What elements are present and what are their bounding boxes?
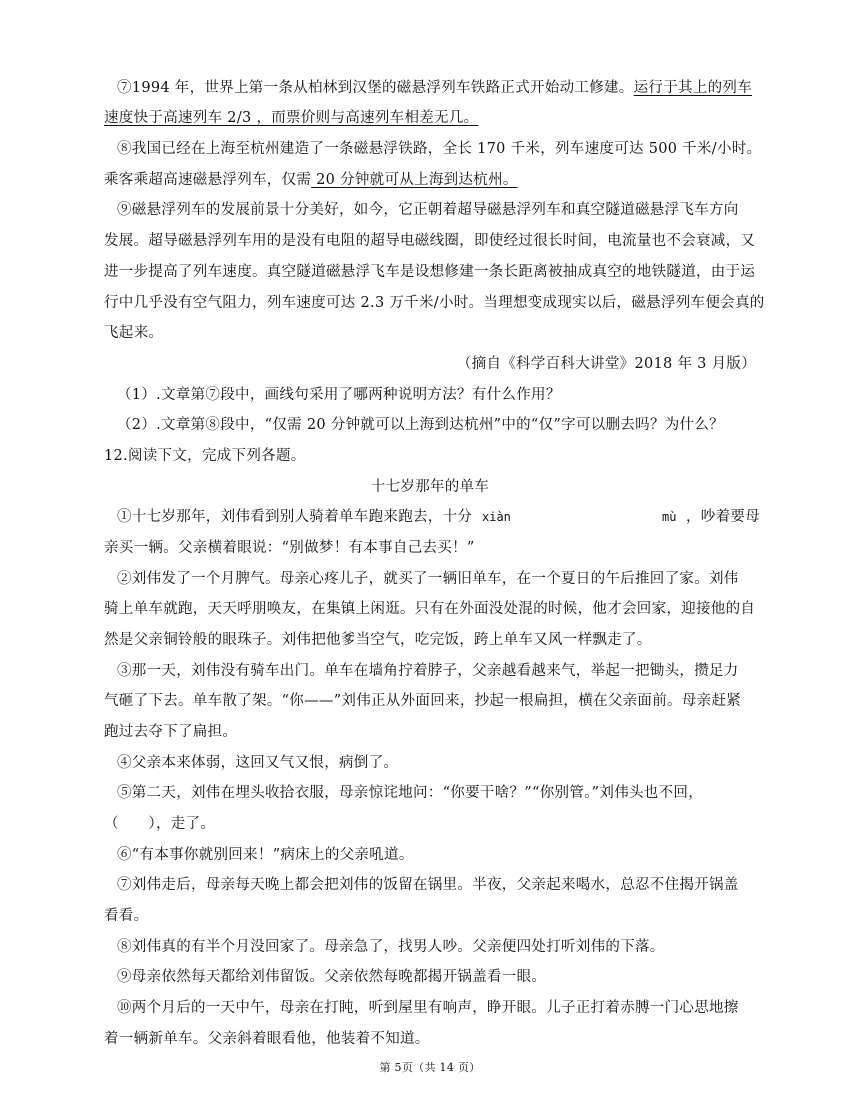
para-7-line-2 xyxy=(104,108,478,128)
story-para-1-line-1-end: ，吵着要母 xyxy=(686,509,760,525)
source-citation: （摘自《科学百科大讲堂》2018 年 3 月版） xyxy=(456,356,756,372)
story-para-2-line-3: 然是父亲铜铃般的眼珠子。刘伟把他爹当空气，吃完饭，跨上单车又风一样飘走了。 xyxy=(104,632,652,648)
story-para-3-line-2: 气砸了下去。单车散了架。“你——”刘伟正从外面回来，抄起一根扁担，横在父亲面前。母亲赶紧 xyxy=(104,693,742,709)
story-para-10-line-2: 着一辆新单车。父亲斜着眼看他，他装着不知道。 xyxy=(104,1031,430,1047)
story-para-7-line-2: 看看。 xyxy=(104,908,149,924)
pinyin-blank-1: xiàn xyxy=(482,510,511,524)
story-para-1-line-2: 亲买一辆。父亲横着眼说：“别做梦！有本事自己去买！” xyxy=(104,540,475,556)
story-title: 十七岁那年的单车 xyxy=(370,479,490,495)
para-9-line-5: 飞起来。 xyxy=(104,325,164,341)
story-para-10-line-1: ⑩两个月后的一天中午，母亲在打盹，听到屋里有响声，睁开眼。儿子正打着赤膊一门心思地擦 xyxy=(117,1000,739,1016)
question-12-heading: 12.阅读下文，完成下列各题。 xyxy=(104,448,306,464)
story-para-2-line-2: 骑上单车就跑，天天呼朋唤友，在集镇上闲逛。只有在外面没处混的时候，他才会回家，迎接他的自 xyxy=(104,601,756,617)
story-para-1-line-1: ①十七岁那年，刘伟看到别人骑着单车跑来跑去，十分 xyxy=(117,509,473,525)
story-para-7-line-1: ⑦刘伟走后，母亲每天晚上都会把刘伟的饭留在锅里。半夜，父亲起来喝水，总忍不住揭开锅盖 xyxy=(117,877,739,893)
story-para-8: ⑧刘伟真的有半个月没回家了。母亲急了，找男人吵。父亲便四处打听刘伟的下落。 xyxy=(117,939,665,955)
para-8-text: 乘客乘超高速磁悬浮列车，仅需 xyxy=(104,172,312,188)
page-footer: 第 5页（共 14 页） xyxy=(379,1061,481,1074)
para-8-underlined-phrase: 20 分钟就可从上海到达杭州。 xyxy=(311,172,518,188)
para-7-text: ⑦1994 年，世界上第一条从柏林到汉堡的磁悬浮列车铁路正式开始动工修建。 xyxy=(117,80,634,96)
story-para-3-line-1: ③那一天，刘伟没有骑车出门。单车在墙角拧着脖子，父亲越看越来气，举起一把锄头，攒足力 xyxy=(117,663,739,679)
para-7-underlined-sentence: 运行于其上的列车 xyxy=(633,80,753,96)
story-para-5-line-2-blank: （ ），走了。 xyxy=(104,816,216,832)
story-para-9: ⑨母亲依然每天都给刘伟留饭。父亲依然每晚都揭开锅盖看一眼。 xyxy=(117,969,547,985)
story-para-6: ⑥“有本事你就别回来！”病床上的父亲吼道。 xyxy=(117,847,414,863)
question-1: （1）.文章第⑦段中，画线句采用了哪两种说明方法？有什么作用？ xyxy=(117,387,561,403)
para-9-line-1: ⑨磁悬浮列车的发展前景十分美好，如今，它正朝着超导磁悬浮列车和真空隧道磁悬浮飞车方向 xyxy=(117,202,739,218)
question-2: （2）.文章第⑧段中，“仅需 20 分钟就可以上海到达杭州”中的“仅”字可以删去吗？为什么？ xyxy=(117,417,724,433)
story-para-5-line-1: ⑤第二天，刘伟在埋头收拾衣服，母亲惊诧地问：“你要干啥？”“你别管。”刘伟头也不回， xyxy=(117,785,703,801)
para-8-line-1: ⑧我国已经在上海至杭州建造了一条磁悬浮铁路，全长 170 千米，列车速度可达 500 千米/小时。 xyxy=(117,141,762,157)
para-9-line-2: 发展。超导磁悬浮列车用的是没有电阻的超导电磁线圈，即使经过很长时间，电流量也不会衰减，又 xyxy=(104,233,756,249)
story-para-4: ④父亲本来体弱，这回又气又恨，病倒了。 xyxy=(117,755,399,771)
pinyin-blank-2: mù xyxy=(662,510,677,524)
story-para-2-line-1: ②刘伟发了一个月脾气。母亲心疼儿子，就买了一辆旧单车，在一个夏日的午后推回了家。刘伟 xyxy=(117,571,739,587)
para-9-line-3: 进一步提高了列车速度。真空隧道磁悬浮飞车是设想修建一条长距离被抽成真空的地铁隧道，由于运 xyxy=(104,264,756,280)
para-8-line-2 xyxy=(104,170,518,190)
para-9-line-4: 行中几乎没有空气阻力，列车速度可达 2.3 万千米/小时。当理想变成现实以后，磁悬浮列车便会真的 xyxy=(104,295,765,311)
para-7-line-1 xyxy=(117,78,752,98)
para-7-underlined-sentence-cont: 速度快于高速列车 2/3 ，而票价则与高速列车相差无几。 xyxy=(104,110,479,126)
story-para-3-line-3: 跑过去夺下了扁担。 xyxy=(104,724,238,740)
